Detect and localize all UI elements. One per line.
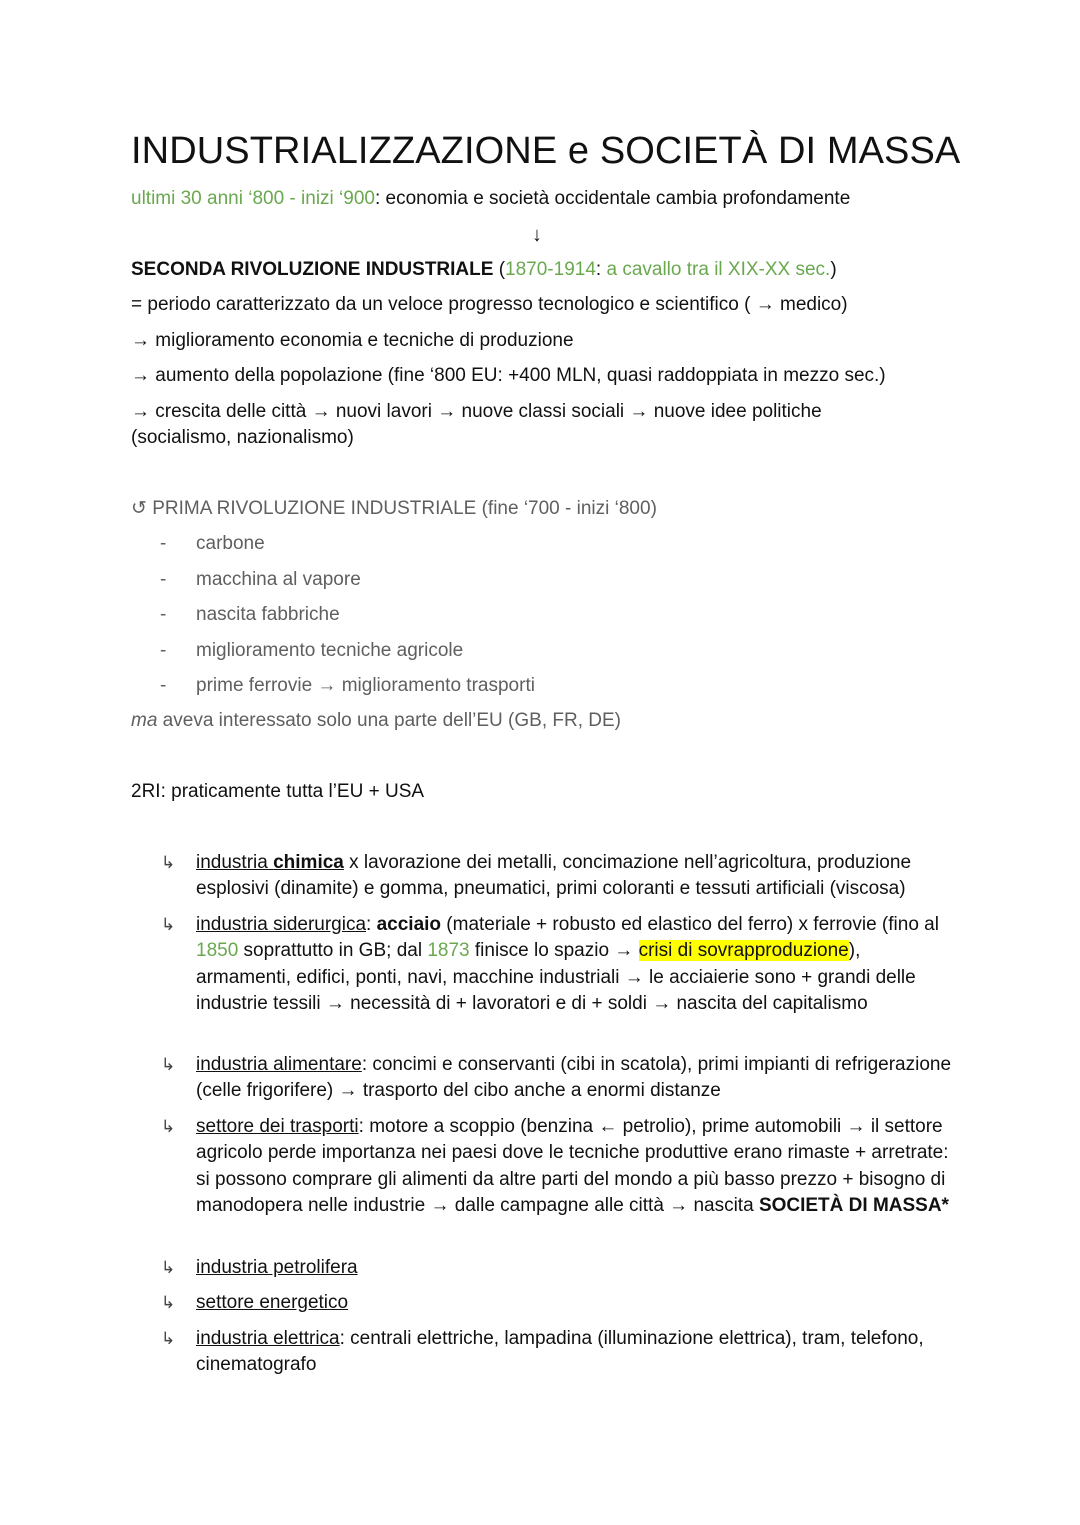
bullet-dash: - bbox=[160, 675, 167, 696]
sub-arrow-icon: ↳ bbox=[161, 915, 176, 934]
bullet-dash: - bbox=[160, 640, 167, 661]
sector-siderurgica bbox=[196, 912, 956, 1018]
sector-label: industria petrolifera bbox=[196, 1257, 358, 1278]
sector-label: industria elettrica bbox=[196, 1328, 340, 1349]
sector-alimentare bbox=[196, 1052, 956, 1105]
intro-text: : economia e società occidentale cambia profondamente bbox=[374, 188, 851, 209]
second-line: → miglioramento economia e tecniche di produzione bbox=[131, 330, 574, 351]
sector-label: industria bbox=[196, 852, 274, 873]
bullet-dash: - bbox=[160, 604, 167, 625]
sector-text: ), armamenti, edifici, ponti, navi, macchine industriali → le acciaierie sono + grandi delle industrie tessili → necessità di + lavoratori e di + soldi → nascita del capitalismo bbox=[196, 940, 916, 1015]
list-item: carbone bbox=[196, 533, 265, 554]
second-line: → crescita delle città → nuovi lavori → nuove classi sociali → nuove idee politiche bbox=[131, 401, 822, 422]
sector-text: soprattutto in GB; dal bbox=[238, 940, 428, 962]
second-note: a cavallo tra il XIX-XX sec. bbox=[606, 259, 831, 280]
sector-text: : centrali elettriche, lampadina (illuminazione elettrica), tram, telefono, cinematografo bbox=[196, 1328, 924, 1376]
sector-text: : concimi e conservanti (cibi in scatola), primi impianti di refrigerazione (celle frigorifere) → trasporto del cibo anche a enormi distanze bbox=[196, 1054, 952, 1102]
sub-arrow-icon: ↳ bbox=[161, 1117, 176, 1136]
sub-arrow-icon: ↳ bbox=[161, 1055, 176, 1074]
second-line: = periodo caratterizzato da un veloce progresso tecnologico e scientifico ( → medico) bbox=[131, 294, 848, 315]
acciaio-word: acciaio bbox=[376, 914, 442, 935]
sector-label: settore energetico bbox=[196, 1292, 349, 1313]
list-item: macchina al vapore bbox=[196, 569, 361, 590]
sector-text: finisce lo spazio → bbox=[469, 940, 639, 962]
first-note-text: aveva interessato solo una parte dell’EU (GB, FR, DE) bbox=[157, 710, 621, 731]
sector-trasporti bbox=[196, 1114, 956, 1220]
list-item: miglioramento tecniche agricole bbox=[196, 640, 464, 661]
second-line: → aumento della popolazione (fine ‘800 EU: +400 MLN, quasi raddoppiata in mezzo sec.) bbox=[131, 365, 886, 386]
sector-text: : motore a scoppio (benzina ← petrolio), prime automobili → il settore agricolo perde importanza nei paesi dove le tecniche produttive erano rimaste + arretrate: si possono comprare gli alimenti da altre parti del mondo a più basso prezzo + bisogno di manodopera nelle industrie → dalle campagne alle città → nascita bbox=[196, 1116, 949, 1217]
ma-word: ma bbox=[131, 710, 158, 731]
sector-energetico bbox=[196, 1290, 956, 1316]
sector-label: industria alimentare bbox=[196, 1054, 362, 1075]
first-revolution-heading: ↺ PRIMA RIVOLUZIONE INDUSTRIALE (fine ‘700 - inizi ‘800) bbox=[131, 498, 657, 519]
sector-petrolifera bbox=[196, 1255, 956, 1281]
second-years: 1870-1914 bbox=[505, 259, 596, 280]
sub-arrow-icon: ↳ bbox=[161, 1293, 176, 1312]
sub-arrow-icon: ↳ bbox=[161, 1329, 176, 1348]
second-revolution-heading bbox=[131, 257, 837, 283]
down-arrow-icon: ↓ bbox=[532, 224, 542, 246]
list-item: nascita fabbriche bbox=[196, 604, 340, 625]
sector-label-bold: chimica bbox=[273, 852, 344, 873]
intro-line bbox=[131, 186, 850, 212]
bullet-dash: - bbox=[160, 569, 167, 590]
bullet-dash: - bbox=[160, 533, 167, 554]
highlight-crisis: crisi di sovrapproduzione bbox=[638, 940, 849, 962]
year-1873: 1873 bbox=[427, 940, 470, 962]
first-note bbox=[131, 708, 621, 734]
sector-text: (materiale + robusto ed elastico del ferro) x ferrovie (fino al bbox=[441, 914, 939, 935]
paren-open: ( bbox=[493, 259, 506, 280]
societa-di-massa: SOCIETÀ DI MASSA* bbox=[758, 1195, 949, 1217]
second-heading-title: SECONDA RIVOLUZIONE INDUSTRIALE bbox=[131, 259, 494, 280]
sector-elettrica bbox=[196, 1326, 956, 1379]
sector-text: x lavorazione dei metalli, concimazione nell’agricoltura, produzione esplosivi (dinamite) e gomma, pneumatici, primi coloranti e tessuti artificiali (viscosa) bbox=[196, 852, 912, 900]
colon: : bbox=[595, 259, 607, 280]
sector-chimica bbox=[196, 850, 956, 903]
sub-arrow-icon: ↳ bbox=[161, 1258, 176, 1277]
list-item: prime ferrovie → miglioramento trasporti bbox=[196, 675, 535, 696]
sector-label: settore dei trasporti bbox=[196, 1116, 359, 1137]
sector-label: industria siderurgica bbox=[196, 914, 367, 935]
paren-close: ) bbox=[830, 259, 837, 280]
page-title: INDUSTRIALIZZAZIONE e SOCIETÀ DI MASSA bbox=[131, 130, 961, 172]
second-line: (socialismo, nazionalismo) bbox=[131, 427, 354, 448]
second-extent: 2RI: praticamente tutta l’EU + USA bbox=[131, 781, 425, 802]
year-1850: 1850 bbox=[196, 940, 239, 962]
intro-period: ultimi 30 anni ‘800 - inizi ‘900 bbox=[131, 188, 375, 209]
sector-text: : bbox=[366, 914, 377, 935]
sub-arrow-icon: ↳ bbox=[161, 853, 176, 872]
